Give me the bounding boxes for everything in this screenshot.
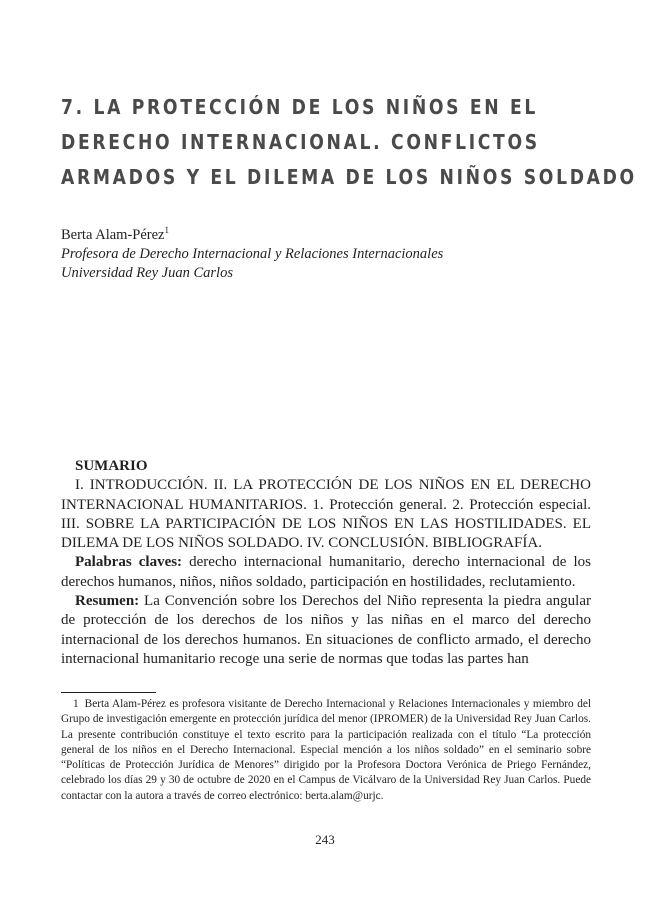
page-number: 243: [315, 832, 335, 847]
resumen-paragraph: [61, 592, 591, 669]
author-block: [61, 226, 443, 283]
chapter-title: [61, 90, 637, 195]
resumen-text: La Convención sobre los Derechos del Niño representa la piedra angular de protección de los derechos de los niños y las niñas en el marco del derecho internacional de los derechos humanos. En situaciones de conflicto armado, el derecho internacional humanitario recoge una serie de normas que todas las partes han: [61, 593, 591, 667]
author-footnote-mark: 1: [164, 225, 169, 236]
author-position: Profesora de Derecho Internacional y Relaciones Internacionales: [61, 246, 444, 262]
sumario-text: I. INTRODUCCIÓN. II. LA PROTECCIÓN DE LOS NIÑOS EN EL DERECHO INTERNACIONAL HUMANITARIOS. 1. Protección general. 2. Protección especial. III. SOBRE LA PARTICIPACIÓN DE LOS NIÑOS EN LAS HOSTILIDADES. EL DILEMA DE LOS NIÑOS SOLDADO. IV. CONCLUSIÓN. BIBLIOGRAFÍA.: [61, 477, 591, 552]
keywords-text: derecho internacional humanitario, derecho internacional de los derechos humanos, niños, niños soldado, participación en hostilidades, reclutamiento.: [61, 554, 592, 590]
chapter-title-line-2: DERECHO INTERNACIONAL. CONFLICTOS: [61, 130, 540, 154]
sumario-heading: SUMARIO: [75, 458, 148, 474]
chapter-title-line-1: 7. LA PROTECCIÓN DE LOS NIÑOS EN EL: [61, 95, 539, 119]
keywords-label: Palabras claves:: [75, 554, 183, 571]
footnote-text: Berta Alam-Pérez es profesora visitante de Derecho Internacional y Relaciones Internacionales y miembro del Grupo de investigación emergente en protección jurídica del menor (IPROMER) de la Universidad Rey Juan Carlos. La presente contribución constituye el texto escrito para la participación realizada con el título “La protección general de los niños en el Derecho Internacional. Especial mención a los niños soldado” en el seminario sobre “Políticas de Protección Jurídica de Menores” dirigido por la Profesora Doctora Verónica de Priego Fernández, celebrado los días 29 y 30 de octubre de 2020 en el Campus de Vicálvaro de la Universidad Rey Juan Carlos. Puede contactar con la autora a través de correo electrónico: berta.alam@urjc.: [61, 698, 591, 802]
author-name: Berta Alam-Pérez: [61, 227, 165, 243]
sumario-heading-paragraph: [61, 457, 591, 476]
footnote: [61, 697, 591, 804]
footnote-number: 1: [73, 698, 79, 710]
resumen-label: Resumen:: [75, 593, 140, 610]
author-university: Universidad Rey Juan Carlos: [61, 265, 233, 281]
chapter-title-line-3: ARMADOS Y EL DILEMA DE LOS NIÑOS SOLDADO: [61, 165, 637, 189]
footnote-divider: [61, 692, 156, 693]
abstract-section: [61, 457, 591, 669]
author-name-line: [61, 226, 443, 245]
keywords-paragraph: [61, 553, 591, 592]
